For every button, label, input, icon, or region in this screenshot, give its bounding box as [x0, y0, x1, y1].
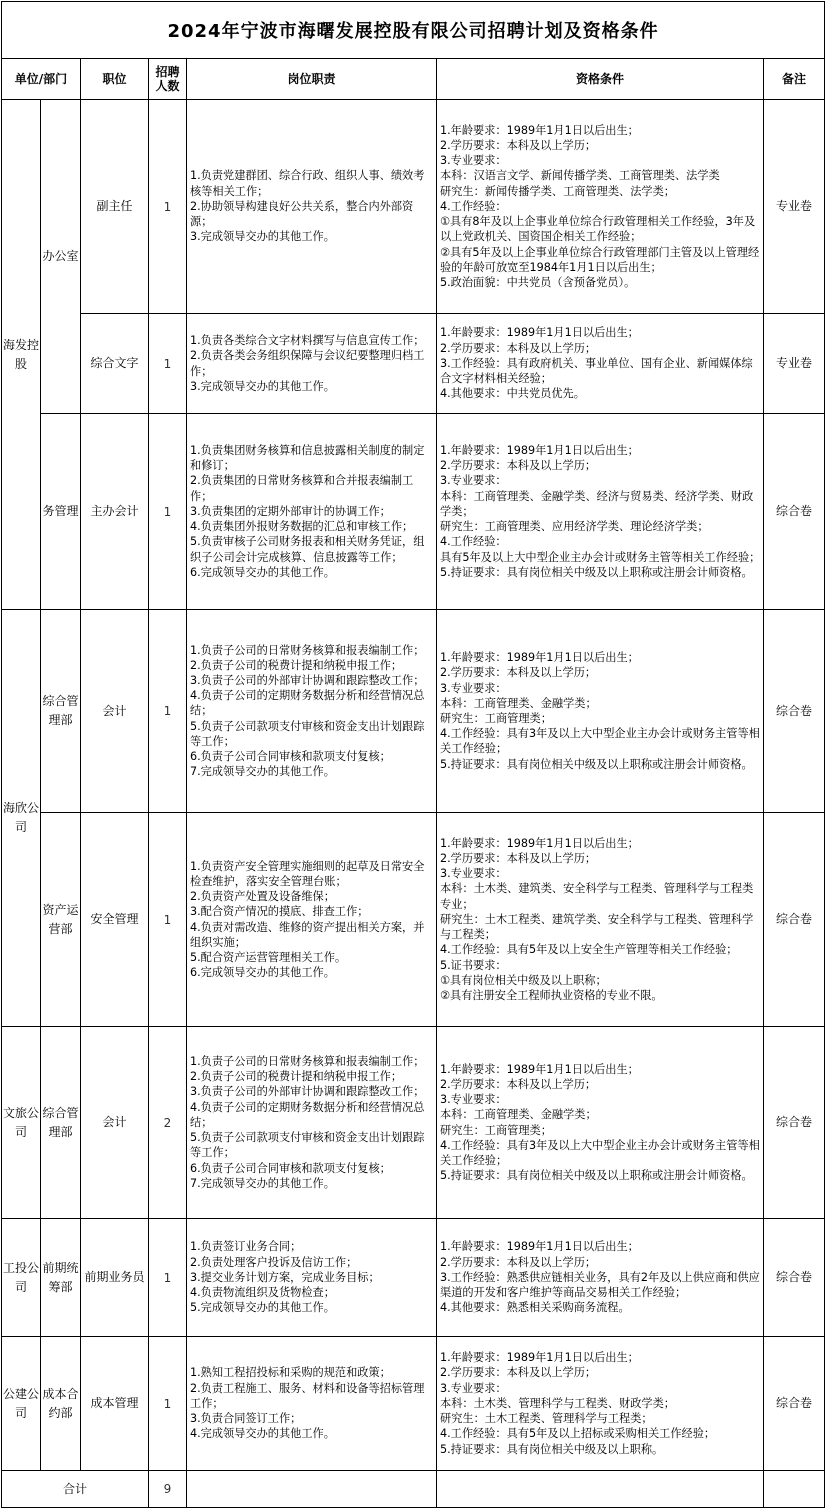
duty-line: 4.负责集团外报财务数据的汇总和审核工作；	[190, 520, 414, 534]
requirement-line: 具有5年及以上大中型企业主办会计或财务主管等相关工作经验；	[440, 550, 761, 564]
duties-cell	[187, 813, 437, 1027]
remark-cell: 综合卷	[764, 1027, 825, 1219]
duty-line: 1.负责集团财务核算和信息披露相关制度的制定和修订；	[190, 444, 425, 473]
requirements-cell	[437, 414, 764, 610]
requirement-line: 4.其他要求：中共党员优先。	[440, 387, 585, 401]
duty-line: 3.提交业务计划方案，完成业务目标；	[190, 1270, 380, 1284]
remark-cell: 综合卷	[764, 1337, 825, 1471]
requirement-line: 研究生：土木工程类、管理科学与工程类；	[440, 1412, 653, 1426]
requirement-line: 1.年龄要求：1989年1月1日以后出生；	[440, 1351, 639, 1365]
requirements-cell	[437, 1027, 764, 1219]
position-cell: 综合文字	[81, 314, 149, 414]
remark-cell: 综合卷	[764, 1219, 825, 1337]
recruitment-table	[1, 1, 825, 1508]
requirement-line: 2.学历要求：本科及以上学历；	[440, 1255, 597, 1269]
company-cell: 工投公司	[2, 1219, 41, 1337]
header-unit: 单位/部门	[2, 59, 81, 100]
requirement-line: 2.学历要求：本科及以上学历；	[440, 1366, 597, 1380]
requirement-line: 本科：工商管理类、金融学类；	[440, 1108, 597, 1122]
remark-cell: 综合卷	[764, 813, 825, 1027]
table-row	[2, 1027, 825, 1219]
table-row	[2, 100, 825, 314]
header-position: 职位	[81, 59, 149, 100]
duty-line: 2.负责工程施工、服务、材料和设备等招标管理工作；	[190, 1381, 425, 1410]
count-cell: 1	[149, 610, 187, 813]
requirement-line: 5.持证要求：具有岗位相关中级及以上职称或注册会计师资格。	[440, 1169, 753, 1183]
duties-cell	[187, 1337, 437, 1471]
count-cell: 1	[149, 414, 187, 610]
requirement-line: 4.工作经验：具有5年及以上招标或采购相关工作经验；	[440, 1427, 716, 1441]
duties-cell	[187, 414, 437, 610]
requirement-line: 3.专业要求：	[440, 474, 507, 488]
requirement-line: 4.其他要求：熟悉相关采购商务流程。	[440, 1301, 630, 1315]
duties-cell	[187, 610, 437, 813]
department-cell: 办公室	[41, 100, 81, 414]
requirement-line: 本科：工商管理类、金融学类、经济与贸易类、经济学类、财政学类；	[440, 489, 754, 518]
duty-line: 2.协助领导构建良好公共关系，整合内外部资源；	[190, 199, 414, 229]
duty-line: 1.负责签订业务合同；	[190, 1240, 302, 1254]
duty-line: 6.完成领导交办的其他工作。	[190, 966, 335, 980]
requirement-line: 本科：土木类、管理科学与工程类、财政学类；	[440, 1396, 675, 1410]
duty-line: 5.完成领导交办的其他工作。	[190, 1301, 335, 1315]
count-cell: 1	[149, 1219, 187, 1337]
requirement-line: 研究生：工商管理类；	[440, 1123, 552, 1137]
table-row	[2, 1337, 825, 1471]
count-cell: 2	[149, 1027, 187, 1219]
duty-line: 2.负责处理客户投诉及信访工作；	[190, 1255, 358, 1269]
requirement-line: 2.学历要求：本科及以上学历；	[440, 666, 597, 680]
table-row	[2, 610, 825, 813]
duty-line: 3.完成领导交办的其他工作。	[190, 379, 335, 393]
duty-line: 3.完成领导交办的其他工作。	[190, 230, 335, 244]
duty-line: 3.负责合同签订工作；	[190, 1412, 302, 1426]
requirement-line: 本科：土木类、建筑类、安全科学与工程类、管理科学与工程类专业；	[440, 882, 754, 911]
requirements-cell	[437, 100, 764, 314]
duty-line: 4.负责子公司的定期财务数据分析和经营情况总结；	[190, 1100, 425, 1129]
total-count: 9	[149, 1471, 187, 1508]
duty-line: 4.完成领导交办的其他工作。	[190, 1427, 335, 1441]
requirement-line: 2.学历要求：本科及以上学历；	[440, 341, 597, 355]
requirement-line: 2.学历要求：本科及以上学历；	[440, 852, 597, 866]
table-row	[2, 414, 825, 610]
requirements-cell	[437, 813, 764, 1027]
requirement-line: 5.持证要求：具有岗位相关中级及以上职称或注册会计师资格。	[440, 565, 753, 579]
duty-line: 5.负责子公司款项支付审核和资金支出计划跟踪等工作；	[190, 719, 425, 748]
position-cell: 前期业务员	[81, 1219, 149, 1337]
requirement-line: 4.工作经验：具有5年及以上安全生产管理等相关工作经验；	[440, 943, 738, 957]
duty-line: 6.负责子公司合同审核和款项支付复核；	[190, 1161, 391, 1175]
total-label: 合计	[2, 1471, 149, 1508]
duties-cell	[187, 314, 437, 414]
department-cell: 综合管理部	[41, 1027, 81, 1219]
header-duties: 岗位职责	[187, 59, 437, 100]
header-requirements: 资格条件	[437, 59, 764, 100]
duty-line: 2.负责各类会务组织保障与会议纪要整理归档工作；	[190, 349, 425, 378]
duty-line: 2.负责集团的日常财务核算和合并报表编制工作；	[190, 474, 414, 503]
duty-line: 2.负责资产处置及设备维保；	[190, 890, 335, 904]
table-row	[2, 813, 825, 1027]
department-cell: 成本合约部	[41, 1337, 81, 1471]
company-cell: 海欣公司	[2, 610, 41, 1027]
duty-line: 2.负责子公司的税费计提和纳税申报工作；	[190, 1070, 403, 1084]
table-row	[2, 1219, 825, 1337]
position-cell: 会计	[81, 1027, 149, 1219]
requirement-line: 1.年龄要求：1989年1月1日以后出生；	[440, 1240, 639, 1254]
requirement-line: 3.专业要求：	[440, 681, 507, 695]
requirement-line: 3.工作经验：具有政府机关、事业单位、国有企业、新闻媒体综合文字材料相关经验；	[440, 356, 753, 386]
position-cell: 副主任	[81, 100, 149, 314]
requirement-line: 4.工作经验：	[440, 535, 507, 549]
remark-cell: 专业卷	[764, 314, 825, 414]
requirements-cell	[437, 314, 764, 414]
department-cell: 综合管理部	[41, 610, 81, 813]
header-count: 招聘人数	[149, 59, 187, 100]
requirement-line: 研究生：工商管理类；	[440, 712, 552, 725]
empty-cell	[764, 1471, 825, 1508]
requirement-line: 5.证书要求：	[440, 958, 507, 972]
remark-cell: 综合卷	[764, 610, 825, 813]
requirement-line: 1.年龄要求：1989年1月1日以后出生；	[440, 123, 639, 137]
requirement-line: 3.专业要求：	[440, 154, 507, 168]
table-row	[2, 314, 825, 414]
duty-line: 3.负责子公司的外部审计协调和跟踪整改工作；	[190, 1085, 425, 1099]
requirement-line: 研究生：土木工程类、建筑学类、安全科学与工程类、管理科学与工程类；	[440, 912, 754, 942]
company-cell: 文旅公司	[2, 1027, 41, 1219]
requirement-line: 本科：汉语言文学、新闻传播学类、工商管理类、法学类	[440, 169, 720, 183]
position-cell: 成本管理	[81, 1337, 149, 1471]
header-remarks: 备注	[764, 59, 825, 100]
position-cell: 会计	[81, 610, 149, 813]
position-cell: 主办会计	[81, 414, 149, 610]
duty-line: 1.负责子公司的日常财务核算和报表编制工作；	[190, 1055, 425, 1069]
duty-line: 3.配合资产情况的摸底、排查工作；	[190, 905, 369, 919]
duty-line: 4.负责物流组织及货物检查；	[190, 1286, 335, 1300]
duty-line: 4.负责子公司的定期财务数据分析和经营情况总结；	[190, 689, 425, 718]
requirement-line: 5.持证要求：具有岗位相关中级及以上职称。	[440, 1442, 664, 1456]
duty-line: 5.负责子公司款项支付审核和资金支出计划跟踪等工作；	[190, 1131, 425, 1160]
requirements-cell	[437, 610, 764, 813]
duty-line: 4.负责对需改造、维修的资产提出相关方案，并组织实施；	[190, 920, 425, 949]
duty-line: 3.负责集团的定期外部审计的协调工作；	[190, 504, 391, 518]
requirement-line: ②具有5年及以上企事业单位综合行政管理部门主管及以上管理经验的年龄可放宽至1984年1月1日以后出生；	[440, 245, 760, 274]
requirement-line: 2.学历要求：本科及以上学历；	[440, 1077, 597, 1091]
requirement-line: ②具有注册安全工程师执业资格的专业不限。	[440, 988, 663, 1002]
empty-cell	[187, 1471, 437, 1508]
requirement-line: 1.年龄要求：1989年1月1日以后出生；	[440, 651, 639, 665]
position-cell: 安全管理	[81, 813, 149, 1027]
requirement-line: 3.工作经验：熟悉供应链相关业务，具有2年及以上供应商和供应渠道的开发和客户维护等商品交易相关工作经验；	[440, 1270, 760, 1300]
header-row	[2, 59, 825, 100]
duties-cell	[187, 100, 437, 314]
document-title: 2024年宁波市海曙发展控股有限公司招聘计划及资格条件	[2, 2, 825, 59]
duty-line: 2.负责子公司的税费计提和纳税申报工作；	[190, 658, 403, 672]
duty-line: 7.完成领导交办的其他工作。	[190, 765, 335, 779]
duty-line: 1.熟知工程招投标和采购的规范和政策；	[190, 1366, 391, 1380]
duties-cell	[187, 1219, 437, 1337]
duty-line: 1.负责资产安全管理实施细则的起草及日常安全检查维护，落实安全管理台账；	[190, 859, 425, 888]
total-row	[2, 1471, 825, 1508]
requirement-line: 3.专业要求：	[440, 1093, 507, 1107]
requirement-line: 1.年龄要求：1989年1月1日以后出生；	[440, 444, 639, 458]
requirement-line: 2.学历要求：本科及以上学历；	[440, 459, 597, 473]
remark-cell: 专业卷	[764, 100, 825, 314]
requirement-line: 4.工作经验：具有3年及以上大中型企业主办会计或财务主管等相关工作经验；	[440, 1138, 760, 1167]
count-cell: 1	[149, 314, 187, 414]
requirement-line: 本科：工商管理类、金融学类；	[440, 696, 597, 710]
requirement-line: 2.学历要求：本科及以上学历；	[440, 139, 597, 153]
requirement-line: 1.年龄要求：1989年1月1日以后出生；	[440, 836, 639, 850]
requirement-line: 研究生：工商管理类、应用经济学类、理论经济学类；	[440, 520, 709, 534]
requirement-line: 研究生：新闻传播学类、工商管理类、法学类；	[440, 184, 675, 198]
remark-cell: 综合卷	[764, 414, 825, 610]
requirement-line: 5.政治面貌：中共党员（含预备党员）。	[440, 275, 636, 289]
requirement-line: 3.专业要求：	[440, 867, 507, 881]
requirement-line: ①具有8年及以上企事业单位综合行政管理相关工作经验，3年及以上党政机关、国资国企相关工作经验；	[440, 215, 756, 244]
requirement-line: 4.工作经验：	[440, 199, 507, 213]
duty-line: 1.负责子公司的日常财务核算和报表编制工作；	[190, 643, 425, 657]
requirement-line: 1.年龄要求：1989年1月1日以后出生；	[440, 326, 639, 340]
requirements-cell	[437, 1219, 764, 1337]
empty-cell	[437, 1471, 764, 1508]
duty-line: 5.负责审核子公司财务报表和相关财务凭证，组织子公司会计完成核算、信息披露等工作；	[190, 535, 425, 564]
duty-line: 6.完成领导交办的其他工作。	[190, 565, 335, 579]
requirements-cell	[437, 1337, 764, 1471]
requirement-line: ①具有岗位相关中级及以上职称；	[440, 973, 607, 987]
requirement-line: 4.工作经验：具有3年及以上大中型企业主办会计或财务主管等相关工作经验；	[440, 727, 760, 756]
count-cell: 1	[149, 813, 187, 1027]
company-cell: 公建公司	[2, 1337, 41, 1471]
duty-line: 1.负责各类综合文字材料撰写与信息宣传工作；	[190, 334, 425, 348]
count-cell: 1	[149, 1337, 187, 1471]
requirement-line: 1.年龄要求：1989年1月1日以后出生；	[440, 1062, 639, 1076]
company-cell: 海发控股	[2, 100, 41, 610]
duties-cell	[187, 1027, 437, 1219]
department-cell: 务管理	[41, 414, 81, 610]
department-cell: 资产运营部	[41, 813, 81, 1027]
duty-line: 6.负责子公司合同审核和款项支付复核；	[190, 750, 391, 763]
duty-line: 1.负责党建群团、综合行政、组织人事、绩效考核等相关工作；	[190, 169, 425, 198]
duty-line: 7.完成领导交办的其他工作。	[190, 1176, 335, 1190]
duty-line: 3.负责子公司的外部审计协调和跟踪整改工作；	[190, 673, 425, 687]
count-cell: 1	[149, 100, 187, 314]
requirement-line: 3.专业要求：	[440, 1381, 507, 1395]
department-cell: 前期统筹部	[41, 1219, 81, 1337]
requirement-line: 5.持证要求：具有岗位相关中级及以上职称或注册会计师资格。	[440, 757, 753, 771]
duty-line: 5.配合资产运营管理相关工作。	[190, 950, 347, 964]
